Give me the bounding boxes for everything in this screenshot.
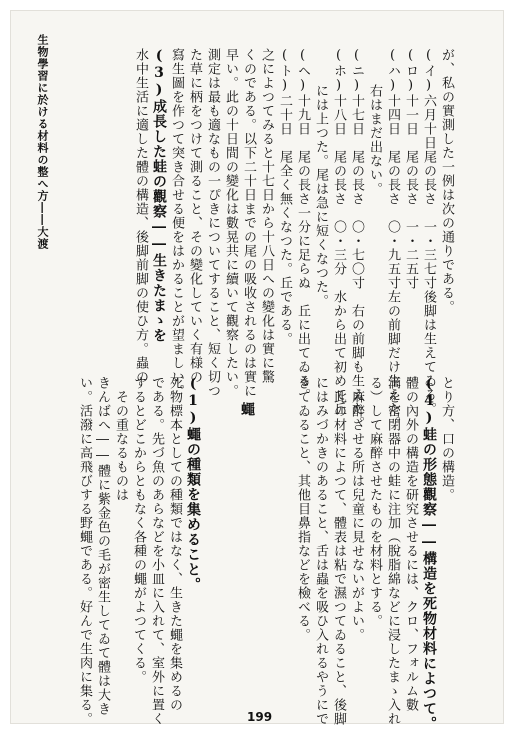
col-1-14: 測定は最も適なもの一ぴきについてすること、短く切つ [205,48,220,398]
running-header: 生物學習に於ける材料の整へ方――大渡 [36,34,49,250]
col-1-17: (3)成長した蛙の觀察――生きたまゝを [151,48,167,343]
col-1-6: (ニ)十七日 尾の長さ 〇・七〇寸 右の前脚も生えた。 [349,48,364,430]
col-1-16: 寫生圖を作つて突き合せる便をはかることが望ましい。 [169,48,184,398]
col-2-16: きんばへ――體に紫金色の毛が密生してゐて體は大き [95,376,110,716]
col-2-15: その重なるものは [113,390,128,502]
col-2-2: (4)蛙の形態觀察――構造を死物材料によつて。 [421,376,437,731]
col-2-14: するとどこからともなく各種の蠅がよつてくる。 [131,376,146,684]
col-1-10: (ト)二十日 尾全く無くなつた。丘である。 [277,48,292,346]
col-2-17: い。活潑に高飛びする野蠅である。好んで生肉に集る。 [77,376,92,726]
col-2-4: 滴を密閉器中の蛙に注加（脫脂綿などに浸したまゝ入れ [385,376,400,726]
col-1-1: が、私の實測した一例は次の通りである。 [439,48,454,314]
col-2-12: 死物標本としての種類ではなく、生きた蠅を集めるの [167,376,182,712]
col-1-4: (ハ)十四日 尾の長さ 〇・九五寸左の前脚だけ生えた。 [385,48,400,430]
col-1-12: くのである。以下二十日までの尾の吸收されるのは實に [241,48,256,398]
col-1-13: 早い。此の十日間の變化は數晃共に續いて觀察したい。 [223,48,238,398]
col-2-11: (1)蠅の種類を集めること。 [185,376,201,592]
col-1-15: た草に柄をつけて測ること、その變化していく有様の [187,48,202,384]
col-1-11: 之によつてみると十七日から十八日への變化は實に驚 [259,48,274,384]
col-2-5: る）して麻醉させたものを材料とする。 [367,376,382,628]
col-1-9: (ヘ)十九日 尾の長さ一分に足らぬ 丘に出てゐる。 [295,48,310,402]
col-2-1: とり方、口の構造。 [439,376,454,502]
book-page [10,10,504,731]
col-2-10: 蠅 [239,402,255,417]
col-1-2: (イ)六月十日尾の長さ 一・三七寸後脚は生えてゐる。 [421,48,436,416]
col-2-6: 麻醉させる所は兒童に見せないがよい。 [349,390,364,642]
col-2-8: にはみづかきのあること、舌は蟲を吸ひ入れるやうにで [313,376,328,726]
col-2-13: である。先づ魚のあらなどを小皿に入れて、室外に置く [149,376,164,726]
col-1-7: (ホ)十八日 尾の長さ 〇・三分 水から出て初めて丘 [331,48,346,416]
col-1-3: (ロ)十一日 尾の長さ 一・二五寸 [403,48,418,290]
col-2-9: きてゐること、其他目鼻指などを檢べる。 [295,376,310,642]
col-1-8: には上つた。尾は急に短くなつた。 [313,84,328,308]
col-1-5: 右はまだ出ない。 [367,84,382,196]
col-1-18: 水中生活に適した體の構造、後脚前脚の使ひ方。蟲の [133,48,148,384]
col-2-7: 此の材料によつて、體表は粘で濕つてゐること、後脚 [331,390,346,726]
page-number: 199 [247,710,273,724]
col-2-3: 體の內外の構造を研究させるには、クロ、フォルム數 [403,376,418,712]
